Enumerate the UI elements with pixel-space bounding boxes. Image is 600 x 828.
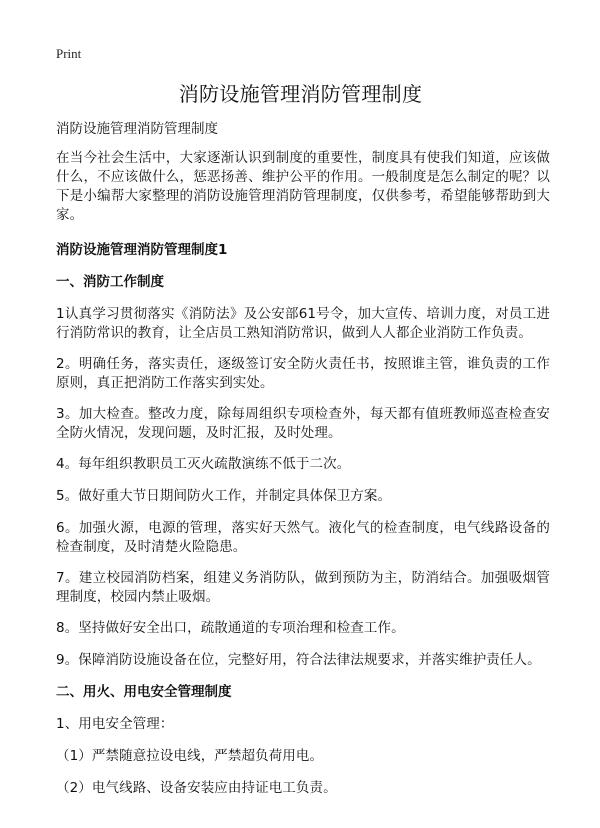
document-title: 消防设施管理消防管理制度 <box>178 82 423 106</box>
print-link[interactable]: Print <box>56 46 82 61</box>
rule-item-2: 2。明确任务，落实责任，逐级签订安全防火责任书，按照谁主管，谁负责的工作原则，真正把消防工作落实到实处。 <box>56 356 550 391</box>
rule-item-9: 9。保障消防设施设备在位，完整好用，符合法律法规要求，并落实维护责任人。 <box>56 652 541 668</box>
rule-item-8: 8。坚持做好安全出口，疏散通道的专项治理和检查工作。 <box>56 620 405 636</box>
rule-item-5: 5。做好重大节日期间防火工作，并制定具体保卫方案。 <box>56 488 392 504</box>
part-2-item-1: （1）严禁随意拉设电线，严禁超负荷用电。 <box>56 748 324 764</box>
part-2-heading: 二、用火、用电安全管理制度 <box>56 684 232 700</box>
part-1-heading: 一、消防工作制度 <box>56 274 164 290</box>
rule-item-7: 7。建立校园消防档案，组建义务消防队，做到预防为主，防消结合。加强吸烟管理制度，校园内禁止吸烟。 <box>56 570 550 605</box>
section-1-title: 消防设施管理消防管理制度1 <box>56 242 228 258</box>
document-subtitle: 消防设施管理消防管理制度 <box>56 121 218 137</box>
rule-item-4: 4。每年组织教职员工灭火疏散演练不低于二次。 <box>56 456 351 472</box>
rule-item-1: 1认真学习贯彻落实《消防法》及公安部61号令，加大宣传、培训力度，对员工进行消防常识的教育，让全店员工熟知消防常识，做到人人都企业消防工作负责。 <box>56 306 550 341</box>
part-2-subheading: 1、用电安全管理： <box>56 716 174 732</box>
part-2-item-2: （2）电气线路、设备安装应由持证电工负责。 <box>56 780 337 796</box>
rule-item-3: 3。加大检查。整改力度，除每周组织专项检查外，每天都有值班教师巡查检查安全防火情况，发现问题，及时汇报，及时处理。 <box>56 406 550 441</box>
rule-item-6: 6。加强火源，电源的管理，落实好天然气。液化气的检查制度，电气线路设备的检查制度，及时清楚火险隐患。 <box>56 520 550 555</box>
intro-paragraph: 在当今社会生活中，大家逐渐认识到制度的重要性，制度具有使我们知道，应该做什么，不应该做什么，惩恶扬善、维护公平的作用。一般制度是怎么制定的呢？以下是小编帮大家整理的消防设施管理消防管理制度，仅供参考，希望能够帮助到大家。 <box>56 150 550 223</box>
document-body <box>56 149 550 811</box>
